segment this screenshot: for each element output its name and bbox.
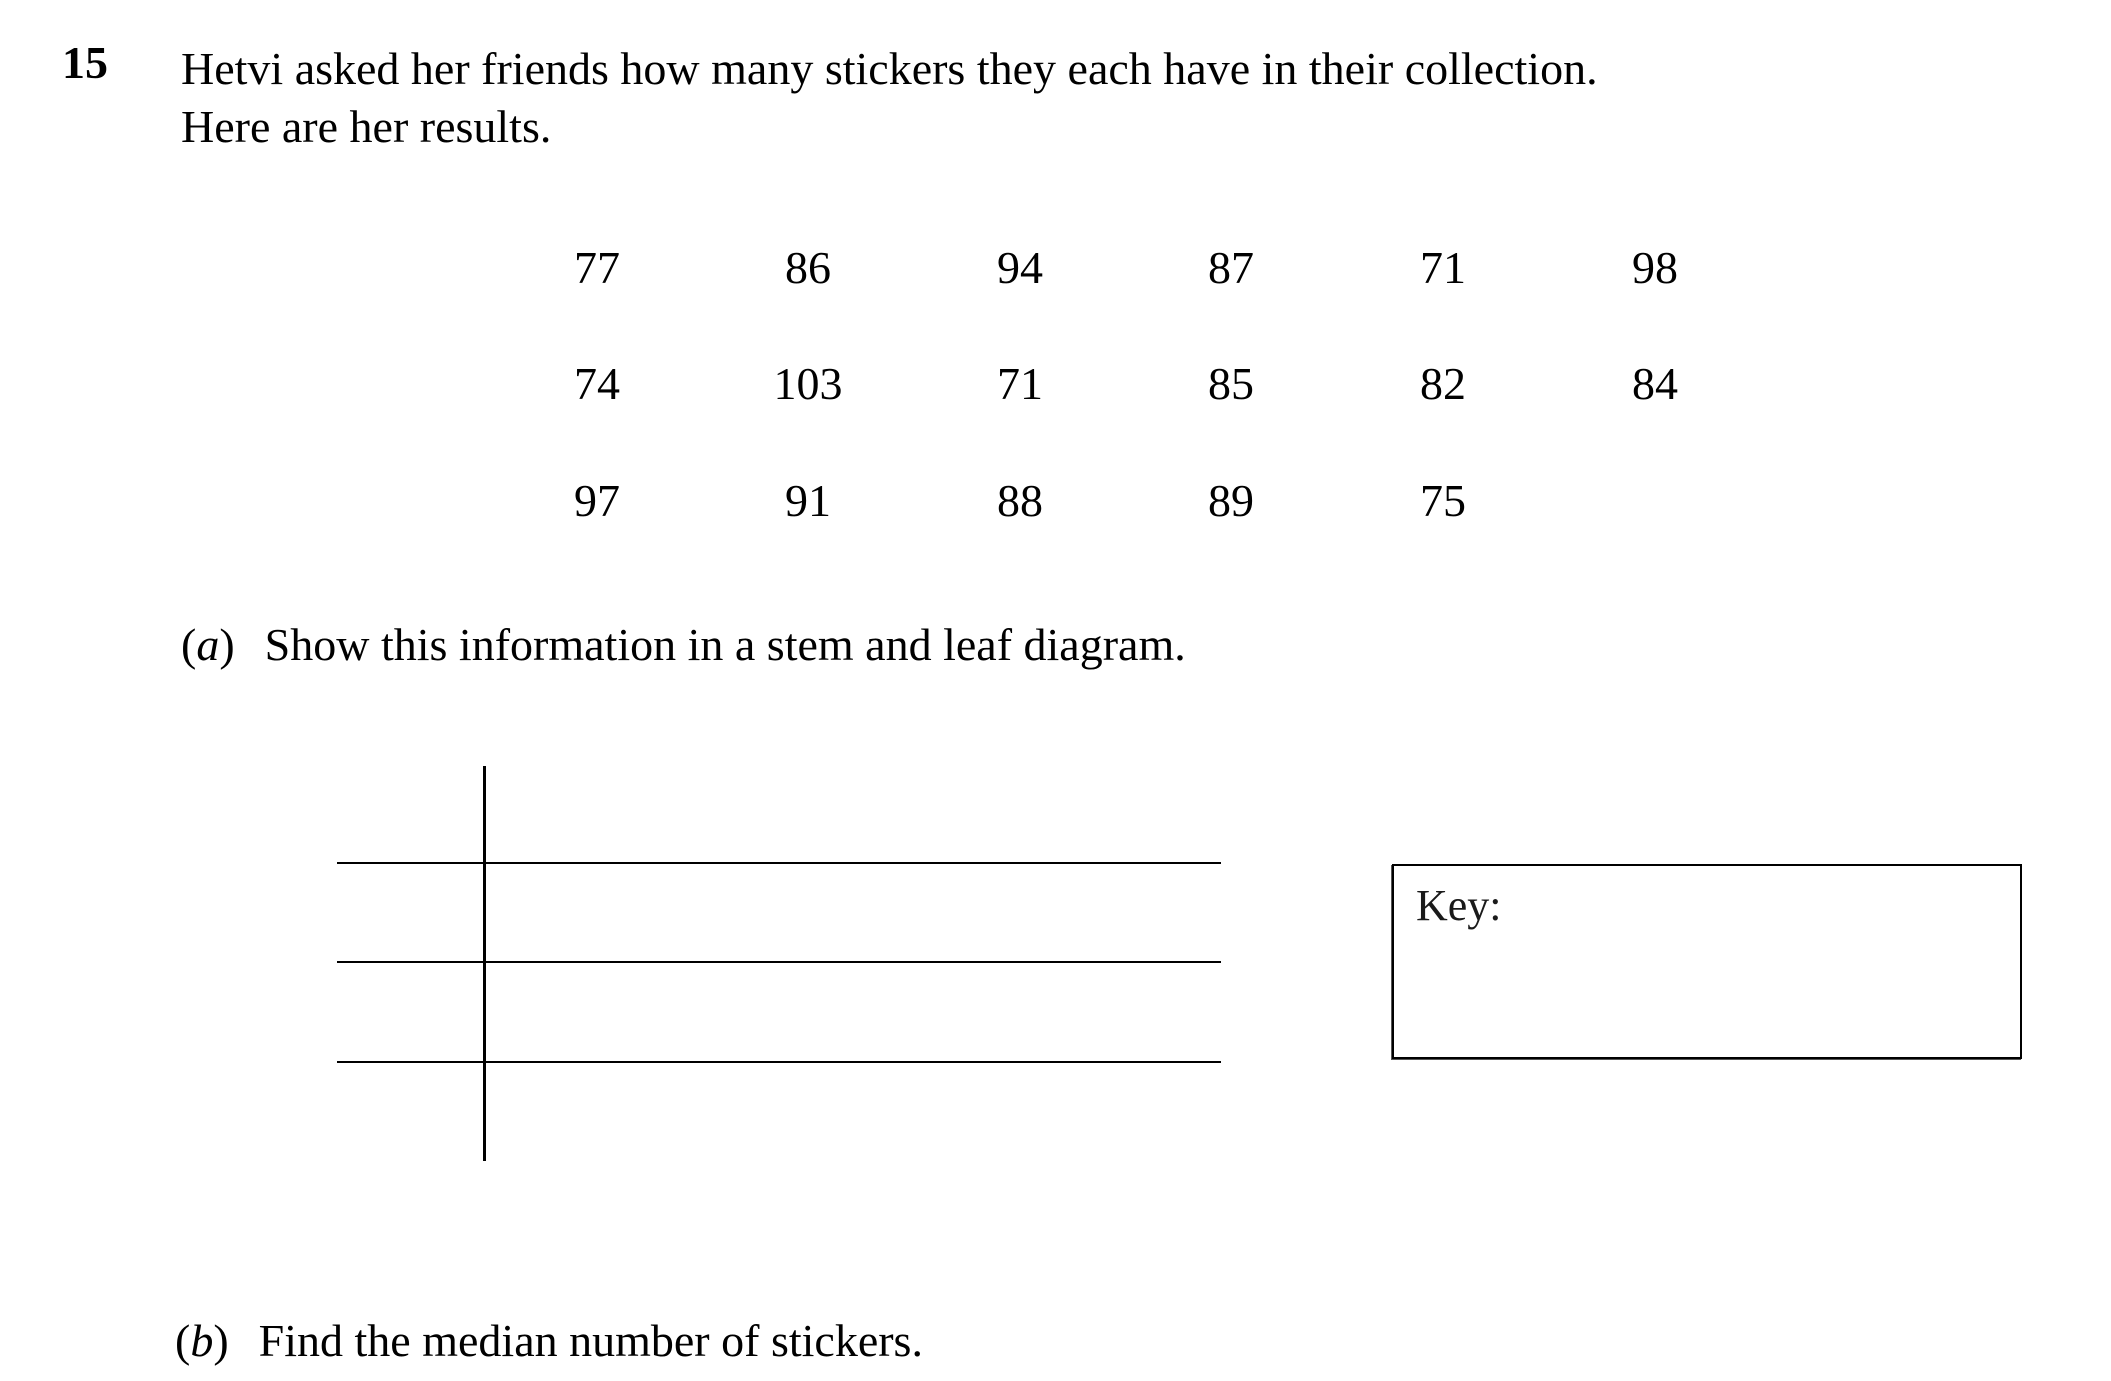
result-value: 71	[1420, 242, 1466, 293]
part-b-label: b	[190, 1315, 214, 1366]
part-b-prompt: (b) Find the median number of stickers.	[175, 1315, 923, 1366]
intro-line-1: Hetvi asked her friends how many stickers they each have in their collection.	[181, 43, 1598, 94]
stem-row-line	[337, 1061, 1221, 1063]
result-value: 89	[1208, 475, 1254, 526]
part-a-prompt: (a) Show this information in a stem and leaf diagram.	[181, 619, 1186, 670]
stem-row-line	[337, 862, 1221, 864]
stem-divider-line	[483, 766, 486, 1161]
part-a-label: a	[196, 619, 220, 670]
result-value: 84	[1632, 358, 1678, 409]
result-value: 103	[773, 358, 843, 409]
result-value: 86	[785, 242, 831, 293]
part-a-text: Show this information in a stem and leaf diagram.	[264, 619, 1186, 670]
result-value: 98	[1632, 242, 1678, 293]
result-value: 75	[1420, 475, 1466, 526]
result-value: 82	[1420, 358, 1466, 409]
result-value: 88	[997, 475, 1043, 526]
result-value: 97	[574, 475, 620, 526]
result-value: 77	[574, 242, 620, 293]
part-b-text: Find the median number of stickers.	[258, 1315, 923, 1366]
result-value: 94	[997, 242, 1043, 293]
intro-line-2: Here are her results.	[181, 101, 552, 152]
key-label: Key:	[1416, 881, 1502, 930]
result-value: 71	[997, 358, 1043, 409]
result-value: 91	[785, 475, 831, 526]
result-value: 85	[1208, 358, 1254, 409]
question-number: 15	[62, 37, 108, 88]
stem-row-line	[337, 961, 1221, 963]
result-value: 87	[1208, 242, 1254, 293]
result-value: 74	[574, 358, 620, 409]
key-box[interactable]	[1392, 864, 2022, 1059]
